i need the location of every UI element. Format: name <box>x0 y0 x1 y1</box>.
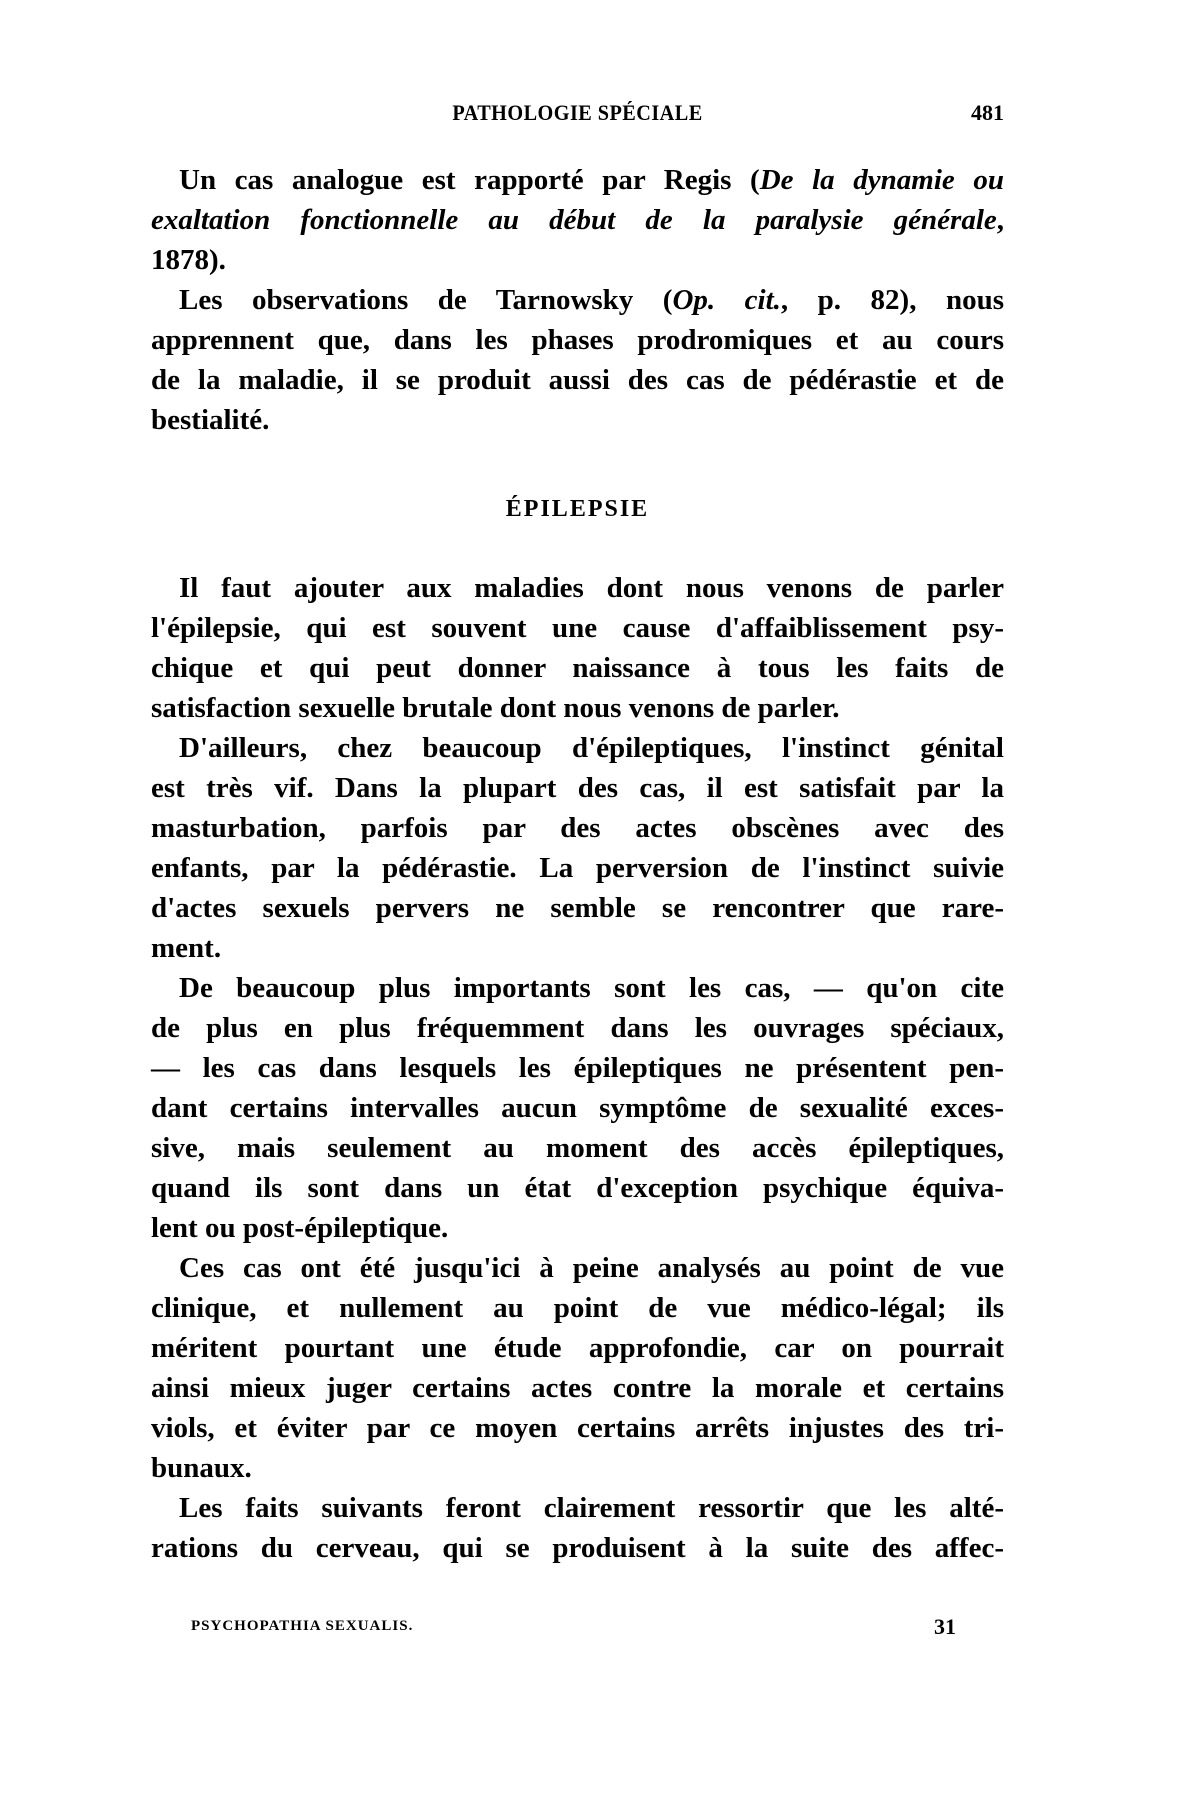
text-run: de la maladie, il se produit aussi des cas de pédérastie et de <box>151 364 1004 396</box>
text-line <box>151 1128 1004 1168</box>
text-run: — les cas dans lesquels les épileptiques ne présentent pen- <box>151 1052 1004 1084</box>
text-line <box>151 1448 1004 1488</box>
text-run: est très vif. Dans la plupart des cas, il est satisfait par la <box>151 772 1004 804</box>
text-line <box>151 1008 1004 1048</box>
text-run: D'ailleurs, chez beaucoup d'épileptiques, l'instinct génital <box>179 732 1004 764</box>
text-run: Ces cas ont été jusqu'ici à peine analysés au point de vue <box>179 1252 1004 1284</box>
page-number: 481 <box>971 100 1004 125</box>
text-line <box>151 320 1004 360</box>
text-block-main <box>151 568 1004 1568</box>
text-line <box>151 1168 1004 1208</box>
text-run: Les faits suivants feront clairement ressortir que les alté- <box>179 1492 1004 1524</box>
text-line <box>151 1368 1004 1408</box>
signature-mark: 31 <box>934 1614 956 1639</box>
text-line <box>151 1048 1004 1088</box>
running-head <box>151 96 1004 132</box>
text-line <box>151 728 1004 768</box>
text-run: ainsi mieux juger certains actes contre la morale et certains <box>151 1372 1004 1404</box>
text-line <box>151 848 1004 888</box>
text-line <box>151 648 1004 688</box>
text-line <box>151 1208 1004 1248</box>
page-footer <box>151 1614 1004 1648</box>
text-line <box>151 768 1004 808</box>
text-line <box>151 240 1004 280</box>
text-run: lent ou post-épileptique. <box>151 1212 449 1244</box>
text-line <box>151 688 1004 728</box>
text-run: Il faut ajouter aux maladies dont nous venons de parler <box>179 572 1004 604</box>
text-line <box>151 1248 1004 1288</box>
text-line <box>151 400 1004 440</box>
text-line <box>151 280 1004 320</box>
text-run: sive, mais seulement au moment des accès épileptiques, <box>151 1132 1004 1164</box>
text-line <box>151 1488 1004 1528</box>
text-line <box>151 200 1004 240</box>
text-run: chique et qui peut donner naissance à tous les faits de <box>151 652 1004 684</box>
text-run: satisfaction sexuelle brutale dont nous venons de parler. <box>151 692 840 724</box>
italic-text: Op. cit. <box>672 284 781 316</box>
text-line <box>151 968 1004 1008</box>
text-run: ment. <box>151 932 222 964</box>
text-run: l'épilepsie, qui est souvent une cause d'affaiblissement psy- <box>151 612 1004 644</box>
text-run: clinique, et nullement au point de vue médico-légal; ils <box>151 1292 1004 1324</box>
italic-text: De la dynamie ou <box>759 164 1004 196</box>
text-run: dant certains intervalles aucun symptôme de sexualité exces- <box>151 1092 1004 1124</box>
text-line <box>151 888 1004 928</box>
text-run: enfants, par la pédérastie. La perversion de l'instinct suivie <box>151 852 1004 884</box>
text-run: , p. 82), nous <box>780 284 1004 316</box>
italic-text: exaltation fonctionnelle au début de la paralysie générale <box>151 204 997 236</box>
text-block-top <box>151 160 1004 440</box>
text-run: bestialité. <box>151 404 270 436</box>
text-run: méritent pourtant une étude approfondie, car on pourrait <box>151 1332 1004 1364</box>
text-line <box>151 1328 1004 1368</box>
text-line <box>151 360 1004 400</box>
text-line <box>151 808 1004 848</box>
text-run: 1878). <box>151 244 226 276</box>
text-line <box>151 1528 1004 1568</box>
text-line <box>151 608 1004 648</box>
text-run: De beaucoup plus importants sont les cas, — qu'on cite <box>179 972 1004 1004</box>
text-run: bunaux. <box>151 1452 252 1484</box>
running-head-title: PATHOLOGIE SPÉCIALE <box>452 100 703 125</box>
text-line <box>151 160 1004 200</box>
text-run: Un cas analogue est rapporté par Regis ( <box>179 164 760 196</box>
text-run: quand ils sont dans un état d'exception psychique équiva- <box>151 1172 1004 1204</box>
text-run: d'actes sexuels pervers ne semble se rencontrer que rare- <box>151 892 1004 924</box>
text-run: , <box>996 204 1004 236</box>
section-heading: ÉPILEPSIE <box>505 496 650 522</box>
text-run: de plus en plus fréquemment dans les ouvrages spéciaux, <box>151 1012 1004 1044</box>
signature-line: PSYCHOPATHIA SEXUALIS. <box>191 1618 414 1634</box>
text-run: masturbation, parfois par des actes obscènes avec des <box>151 812 1004 844</box>
text-run: rations du cerveau, qui se produisent à la suite des affec- <box>151 1532 1004 1564</box>
text-line <box>151 1088 1004 1128</box>
text-line <box>151 568 1004 608</box>
text-run: Les observations de Tarnowsky ( <box>179 284 673 316</box>
text-line <box>151 1408 1004 1448</box>
text-run: apprennent que, dans les phases prodromiques et au cours <box>151 324 1004 356</box>
text-line <box>151 1288 1004 1328</box>
text-run: viols, et éviter par ce moyen certains arrêts injustes des tri- <box>151 1412 1004 1444</box>
text-line <box>151 928 1004 968</box>
